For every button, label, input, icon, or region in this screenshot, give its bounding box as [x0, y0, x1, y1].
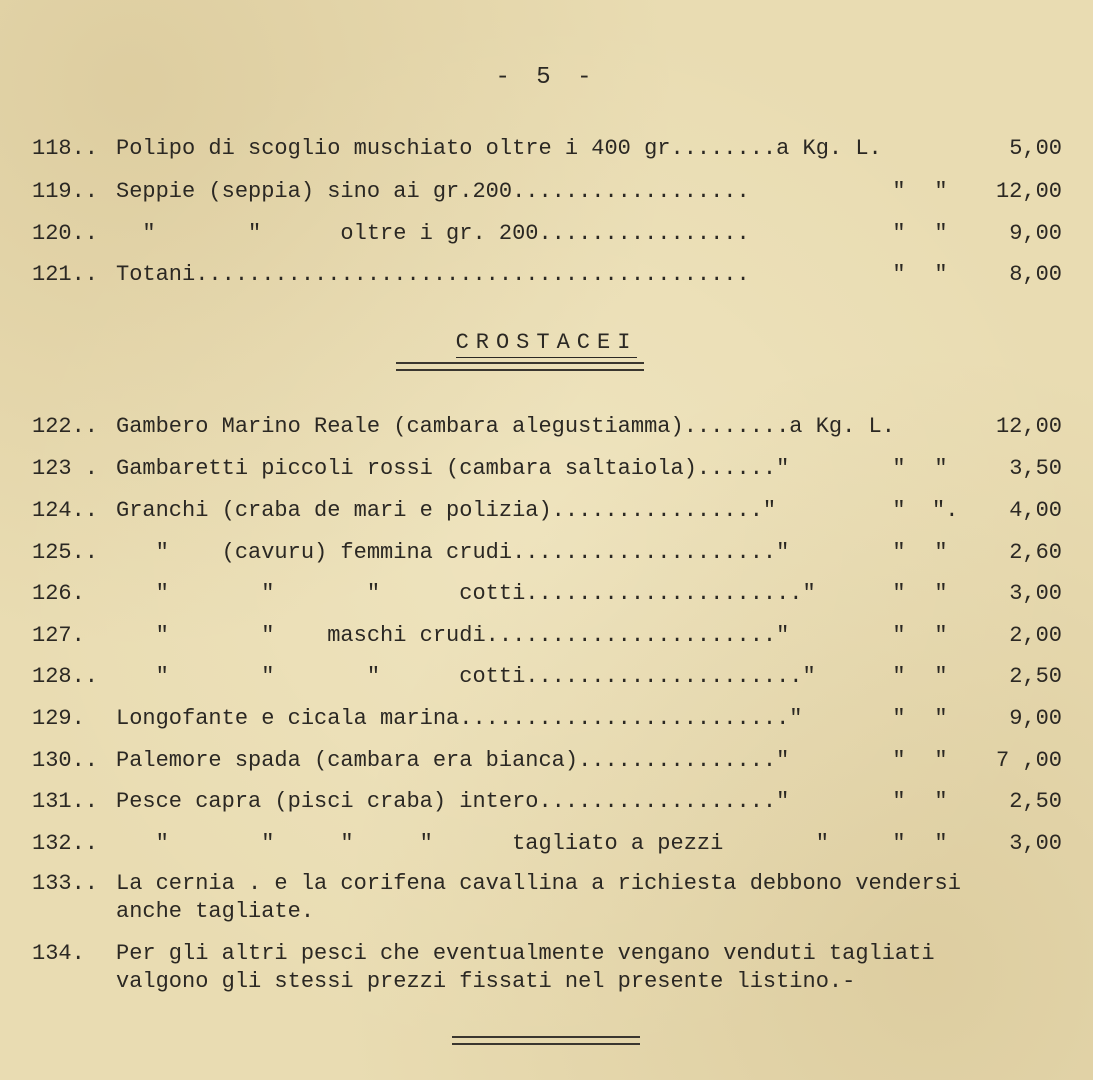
item-description: " " " cotti....................."	[116, 581, 816, 606]
item-number: 128..	[32, 664, 99, 689]
item-number: 129.	[32, 706, 85, 731]
item-price: 2,00	[1009, 623, 1062, 648]
item-description: Palemore spada (cambara era bianca)..............."	[116, 748, 790, 773]
item-price: 8,00	[1009, 262, 1062, 287]
item-price: 2,60	[1009, 540, 1062, 565]
ditto-mark: "	[934, 221, 948, 246]
list-item	[32, 785, 1062, 819]
ditto-mark: "	[892, 748, 906, 773]
list-item	[32, 132, 1062, 166]
ditto-mark: "	[892, 456, 906, 481]
section-heading-text: CROSTACEI	[456, 330, 638, 358]
list-item	[32, 452, 1062, 486]
item-description: " " " cotti....................."	[116, 664, 816, 689]
ditto-mark: "	[892, 789, 906, 814]
item-number: 122..	[32, 414, 99, 439]
list-item	[32, 619, 1062, 653]
item-price: 3,00	[1009, 831, 1062, 856]
ditto-mark: "	[892, 581, 906, 606]
item-description: " " maschi crudi......................"	[116, 623, 790, 648]
ditto-mark: "	[934, 581, 948, 606]
item-description: Seppie (seppia) sino ai gr.200..................	[116, 179, 750, 204]
ditto-mark: "	[892, 664, 906, 689]
note-item	[32, 940, 1062, 1000]
item-price: 9,00	[1009, 706, 1062, 731]
ditto-mark: ".	[932, 498, 959, 523]
item-number: 130..	[32, 748, 99, 773]
item-description: Gambero Marino Reale (cambara alegustiamma)........a Kg. L.	[116, 414, 895, 439]
item-description: " " oltre i gr. 200................	[116, 221, 750, 246]
item-price: 5,00	[1009, 136, 1062, 161]
note-item	[32, 870, 1062, 930]
item-description: " " " " tagliato a pezzi "	[116, 831, 829, 856]
ditto-mark: "	[892, 498, 906, 523]
list-item	[32, 258, 1062, 292]
ditto-mark: "	[892, 221, 906, 246]
list-item	[32, 494, 1062, 528]
item-number: 118..	[32, 136, 99, 161]
item-number: 123 .	[32, 456, 99, 481]
item-description: Polipo di scoglio muschiato oltre i 400 gr........a Kg. L.	[116, 136, 882, 161]
list-item	[32, 744, 1062, 778]
ditto-mark: "	[934, 456, 948, 481]
note-text: Per gli altri pesci che eventualmente vengano venduti tagliati valgono gli stessi prezzi fissati nel presente listino.-	[116, 941, 935, 994]
item-number: 132..	[32, 831, 99, 856]
note-text: La cernia . e la corifena cavallina a richiesta debbono vendersi anche tagliate.	[116, 871, 961, 924]
item-description: Longofante e cicala marina........................."	[116, 706, 803, 731]
ditto-mark: "	[934, 179, 948, 204]
item-price: 12,00	[995, 179, 1062, 204]
item-price: 7 ,00	[995, 748, 1062, 773]
list-item	[32, 217, 1062, 251]
item-number: 124..	[32, 498, 99, 523]
item-price: 12,00	[995, 414, 1062, 439]
item-number: 131..	[32, 789, 99, 814]
ditto-mark: "	[892, 262, 906, 287]
item-number: 120..	[32, 221, 99, 246]
ditto-mark: "	[892, 831, 906, 856]
ditto-mark: "	[892, 540, 906, 565]
item-price: 9,00	[1009, 221, 1062, 246]
section-heading	[0, 330, 1093, 358]
ditto-mark: "	[934, 262, 948, 287]
item-description: Granchi (craba de mari e polizia)................"	[116, 498, 777, 523]
list-item	[32, 577, 1062, 611]
item-price: 3,00	[1009, 581, 1062, 606]
ditto-mark: "	[934, 623, 948, 648]
item-number: 125..	[32, 540, 99, 565]
list-item	[32, 702, 1062, 736]
item-number: 134.	[32, 941, 85, 966]
ditto-mark: "	[892, 706, 906, 731]
list-item	[32, 175, 1062, 209]
page-number: - 5 -	[495, 64, 598, 91]
item-price: 4,00	[1009, 498, 1062, 523]
ditto-mark: "	[934, 706, 948, 731]
list-item	[32, 827, 1062, 861]
list-item	[32, 536, 1062, 570]
item-price: 3,50	[1009, 456, 1062, 481]
item-number: 126.	[32, 581, 85, 606]
list-item	[32, 660, 1062, 694]
item-description: Gambaretti piccoli rossi (cambara saltaiola)......"	[116, 456, 790, 481]
ditto-mark: "	[934, 748, 948, 773]
list-item	[32, 410, 1062, 444]
item-price: 2,50	[1009, 664, 1062, 689]
ditto-mark: "	[934, 831, 948, 856]
double-rule	[396, 362, 644, 371]
item-number: 127.	[32, 623, 85, 648]
item-number: 119..	[32, 179, 99, 204]
ditto-mark: "	[892, 179, 906, 204]
item-price: 2,50	[1009, 789, 1062, 814]
item-number: 133..	[32, 871, 99, 896]
ditto-mark: "	[934, 789, 948, 814]
closing-double-rule	[452, 1036, 640, 1045]
ditto-mark: "	[934, 540, 948, 565]
item-number: 121..	[32, 262, 99, 287]
item-description: Totani..........................................	[116, 262, 750, 287]
item-description: " (cavuru) femmina crudi...................."	[116, 540, 790, 565]
item-description: Pesce capra (pisci craba) intero.................."	[116, 789, 790, 814]
ditto-mark: "	[934, 664, 948, 689]
ditto-mark: "	[892, 623, 906, 648]
